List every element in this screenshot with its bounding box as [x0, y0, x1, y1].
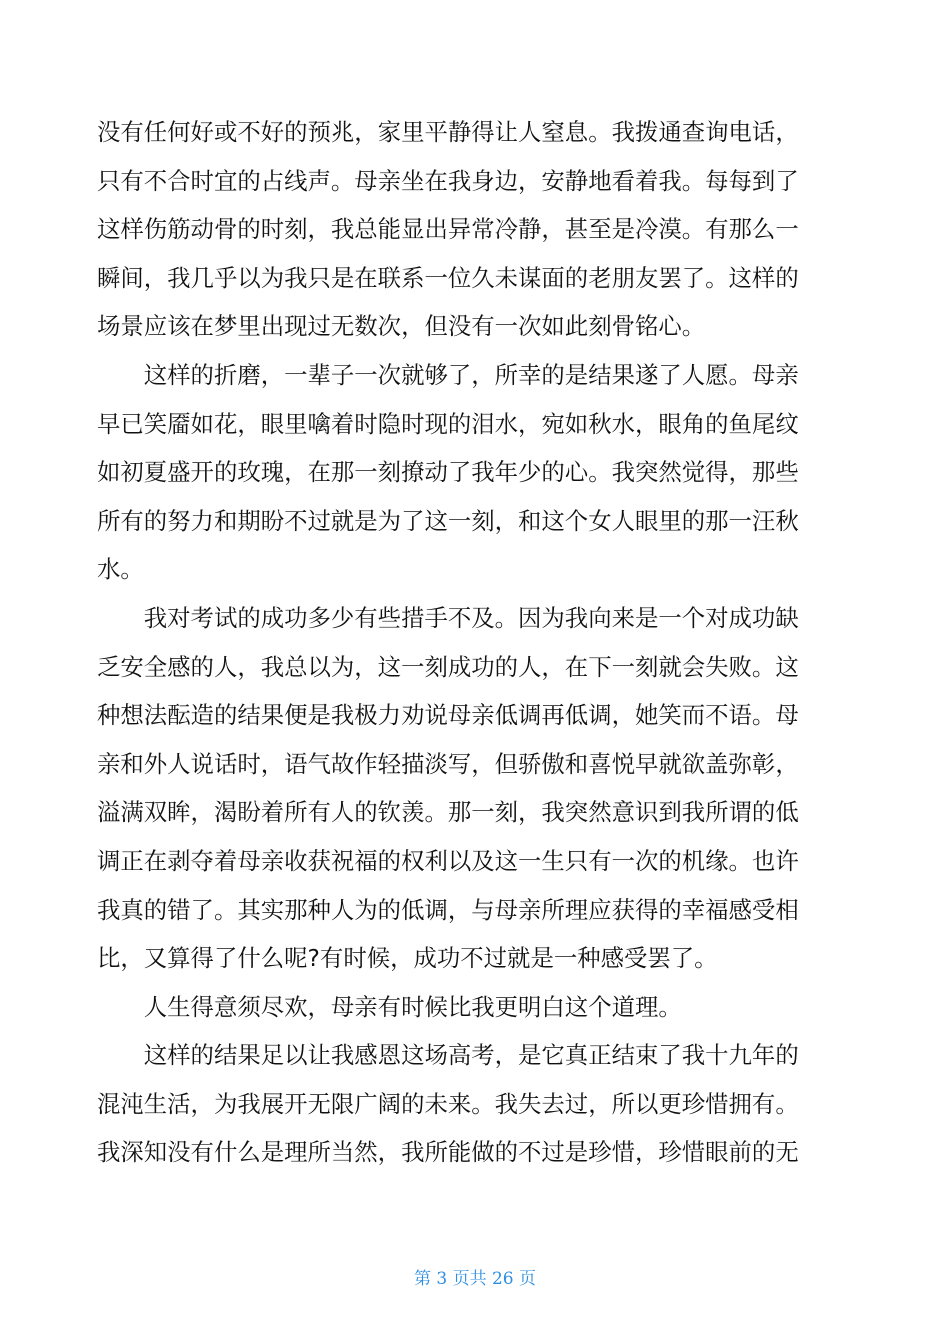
text-line: 比，又算得了什么呢?有时候，成功不过就是一种感受罢了。: [97, 944, 718, 973]
text-line: 混沌生活，为我展开无限广阔的未来。我失去过，所以更珍惜拥有。: [97, 1089, 799, 1118]
text-line: 调正在剥夺着母亲收获祝福的权利以及这一生只有一次的机缘。也许: [97, 846, 799, 875]
text-line: 早已笑靥如花，眼里噙着时隐时现的泪水，宛如秋水，眼角的鱼尾纹: [97, 409, 799, 438]
text-line: 水。: [97, 555, 144, 584]
text-line: 我真的错了。其实那种人为的低调，与母亲所理应获得的幸福感受相: [97, 895, 799, 924]
text-line: 如初夏盛开的玫瑰，在那一刻撩动了我年少的心。我突然觉得，那些: [97, 458, 799, 487]
text-line: 这样伤筋动骨的时刻，我总能显出异常冷静，甚至是冷漠。有那么一: [97, 215, 799, 244]
text-line: 场景应该在梦里出现过无数次，但没有一次如此刻骨铭心。: [97, 312, 706, 341]
text-line: 没有任何好或不好的预兆，家里平静得让人窒息。我拨通查询电话，: [97, 118, 799, 146]
text-line: 溢满双眸，渴盼着所有人的钦羡。那一刻，我突然意识到我所谓的低: [97, 798, 799, 827]
page-number: 第 3 页共 26 页: [413, 1269, 537, 1289]
text-line: 乏安全感的人，我总以为，这一刻成功的人，在下一刻就会失败。这: [97, 652, 799, 681]
text-line: 人生得意须尽欢，母亲有时候比我更明白这个道理。: [97, 992, 682, 1021]
body-text: [97, 108, 849, 1177]
text-line: 我对考试的成功多少有些措手不及。因为我向来是一个对成功缺: [97, 603, 799, 632]
text-line: 瞬间，我几乎以为我只是在联系一位久未谋面的老朋友罢了。这样的: [97, 263, 799, 292]
text-line: 这样的折磨，一辈子一次就够了，所幸的是结果遂了人愿。母亲: [97, 360, 799, 389]
text-line: 种想法酝造的结果便是我极力劝说母亲低调再低调，她笑而不语。母: [97, 701, 799, 730]
text-line: 只有不合时宜的占线声。母亲坐在我身边，安静地看着我。每每到了: [97, 166, 799, 195]
text-line: 亲和外人说话时，语气故作轻描淡写，但骄傲和喜悦早就欲盖弥彰，: [97, 749, 799, 778]
text-line: 所有的努力和期盼不过就是为了这一刻，和这个女人眼里的那一汪秋: [97, 506, 799, 535]
text-line: 这样的结果足以让我感恩这场高考，是它真正结束了我十九年的: [97, 1041, 799, 1070]
text-line: 我深知没有什么是理所当然，我所能做的不过是珍惜，珍惜眼前的无: [97, 1138, 799, 1167]
